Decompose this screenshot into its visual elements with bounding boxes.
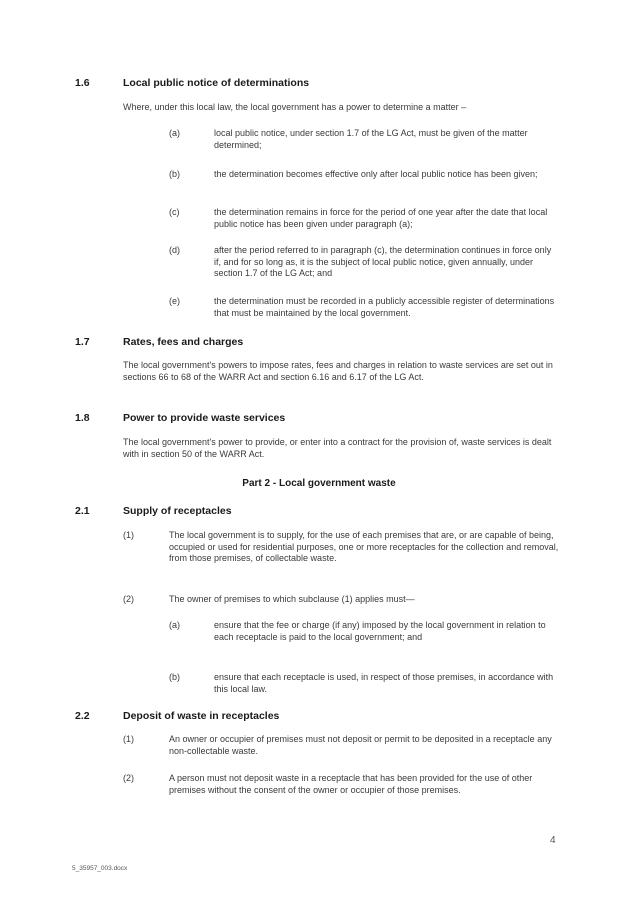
subclause-label: (1) [123, 734, 134, 744]
page-number: 4 [550, 835, 556, 846]
subclause-label: (1) [123, 530, 134, 540]
item-label: (e) [169, 296, 180, 306]
item-label: (c) [169, 207, 180, 217]
section-title: Power to provide waste services [123, 412, 286, 424]
item-text: the determination becomes effective only after local public notice has been given; [214, 169, 538, 179]
item-text: after the period referred to in paragraph (c), the determination continues in force only if, and for so long as, it is the subject of local public notice, given annually, under section 1.7 of the LG Act; and [214, 245, 552, 279]
section-title: Rates, fees and charges [123, 336, 244, 348]
section-number: 1.6 [75, 77, 90, 89]
section-number: 2.1 [75, 505, 90, 517]
section-number: 2.2 [75, 710, 90, 722]
item-label: (b) [169, 169, 180, 179]
item-text: ensure that the fee or charge (if any) imposed by the local government in relation to each receptacle is paid to the local government; and [214, 620, 546, 642]
subclause-text: The local government is to supply, for the use of each premises that are, or are capable of being, occupied or used for residential purposes, one or more receptacles for the collection and removal, from those premises, of collectable waste. [169, 530, 559, 564]
section-text: The local government's power to provide, or enter into a contract for the provision of, waste services is dealt with in section 50 of the WARR Act. [123, 437, 552, 459]
section-text: The local government's powers to impose rates, fees and charges in relation to waste services are set out in sections 66 to 68 of the WARR Act and section 6.16 and 6.17 of the LG Act. [123, 360, 553, 382]
subclause-text: A person must not deposit waste in a receptacle that has been provided for the use of other premises without the consent of the owner or occupier of those premises. [169, 773, 533, 795]
item-label: (d) [169, 245, 180, 255]
item-text: the determination must be recorded in a publicly accessible register of determinations that must be maintained by the local government. [214, 296, 555, 318]
item-label: (a) [169, 128, 180, 138]
section-title: Deposit of waste in receptacles [123, 710, 280, 722]
subclause-label: (2) [123, 773, 134, 783]
document-reference: 5_35957_003.docx [72, 865, 128, 872]
item-label: (a) [169, 620, 180, 630]
item-text: the determination remains in force for the period of one year after the date that local public notice has been given under paragraph (a); [214, 207, 548, 229]
part-heading: Part 2 - Local government waste [242, 478, 396, 489]
subclause-text: The owner of premises to which subclause (1) applies must— [169, 594, 415, 604]
subclause-text: An owner or occupier of premises must not deposit or permit to be deposited in a receptacle any non-collectable waste. [169, 734, 552, 756]
section-title: Local public notice of determinations [123, 77, 310, 89]
section-title: Supply of receptacles [123, 505, 232, 517]
subclause-label: (2) [123, 594, 134, 604]
item-text: ensure that each receptacle is used, in respect of those premises, in accordance with this local law. [214, 672, 554, 694]
section-number: 1.7 [75, 336, 90, 348]
item-text: local public notice, under section 1.7 of the LG Act, must be given of the matter determined; [214, 128, 528, 150]
section-number: 1.8 [75, 412, 90, 424]
section-intro: Where, under this local law, the local government has a power to determine a matter – [123, 102, 467, 112]
item-label: (b) [169, 672, 180, 682]
